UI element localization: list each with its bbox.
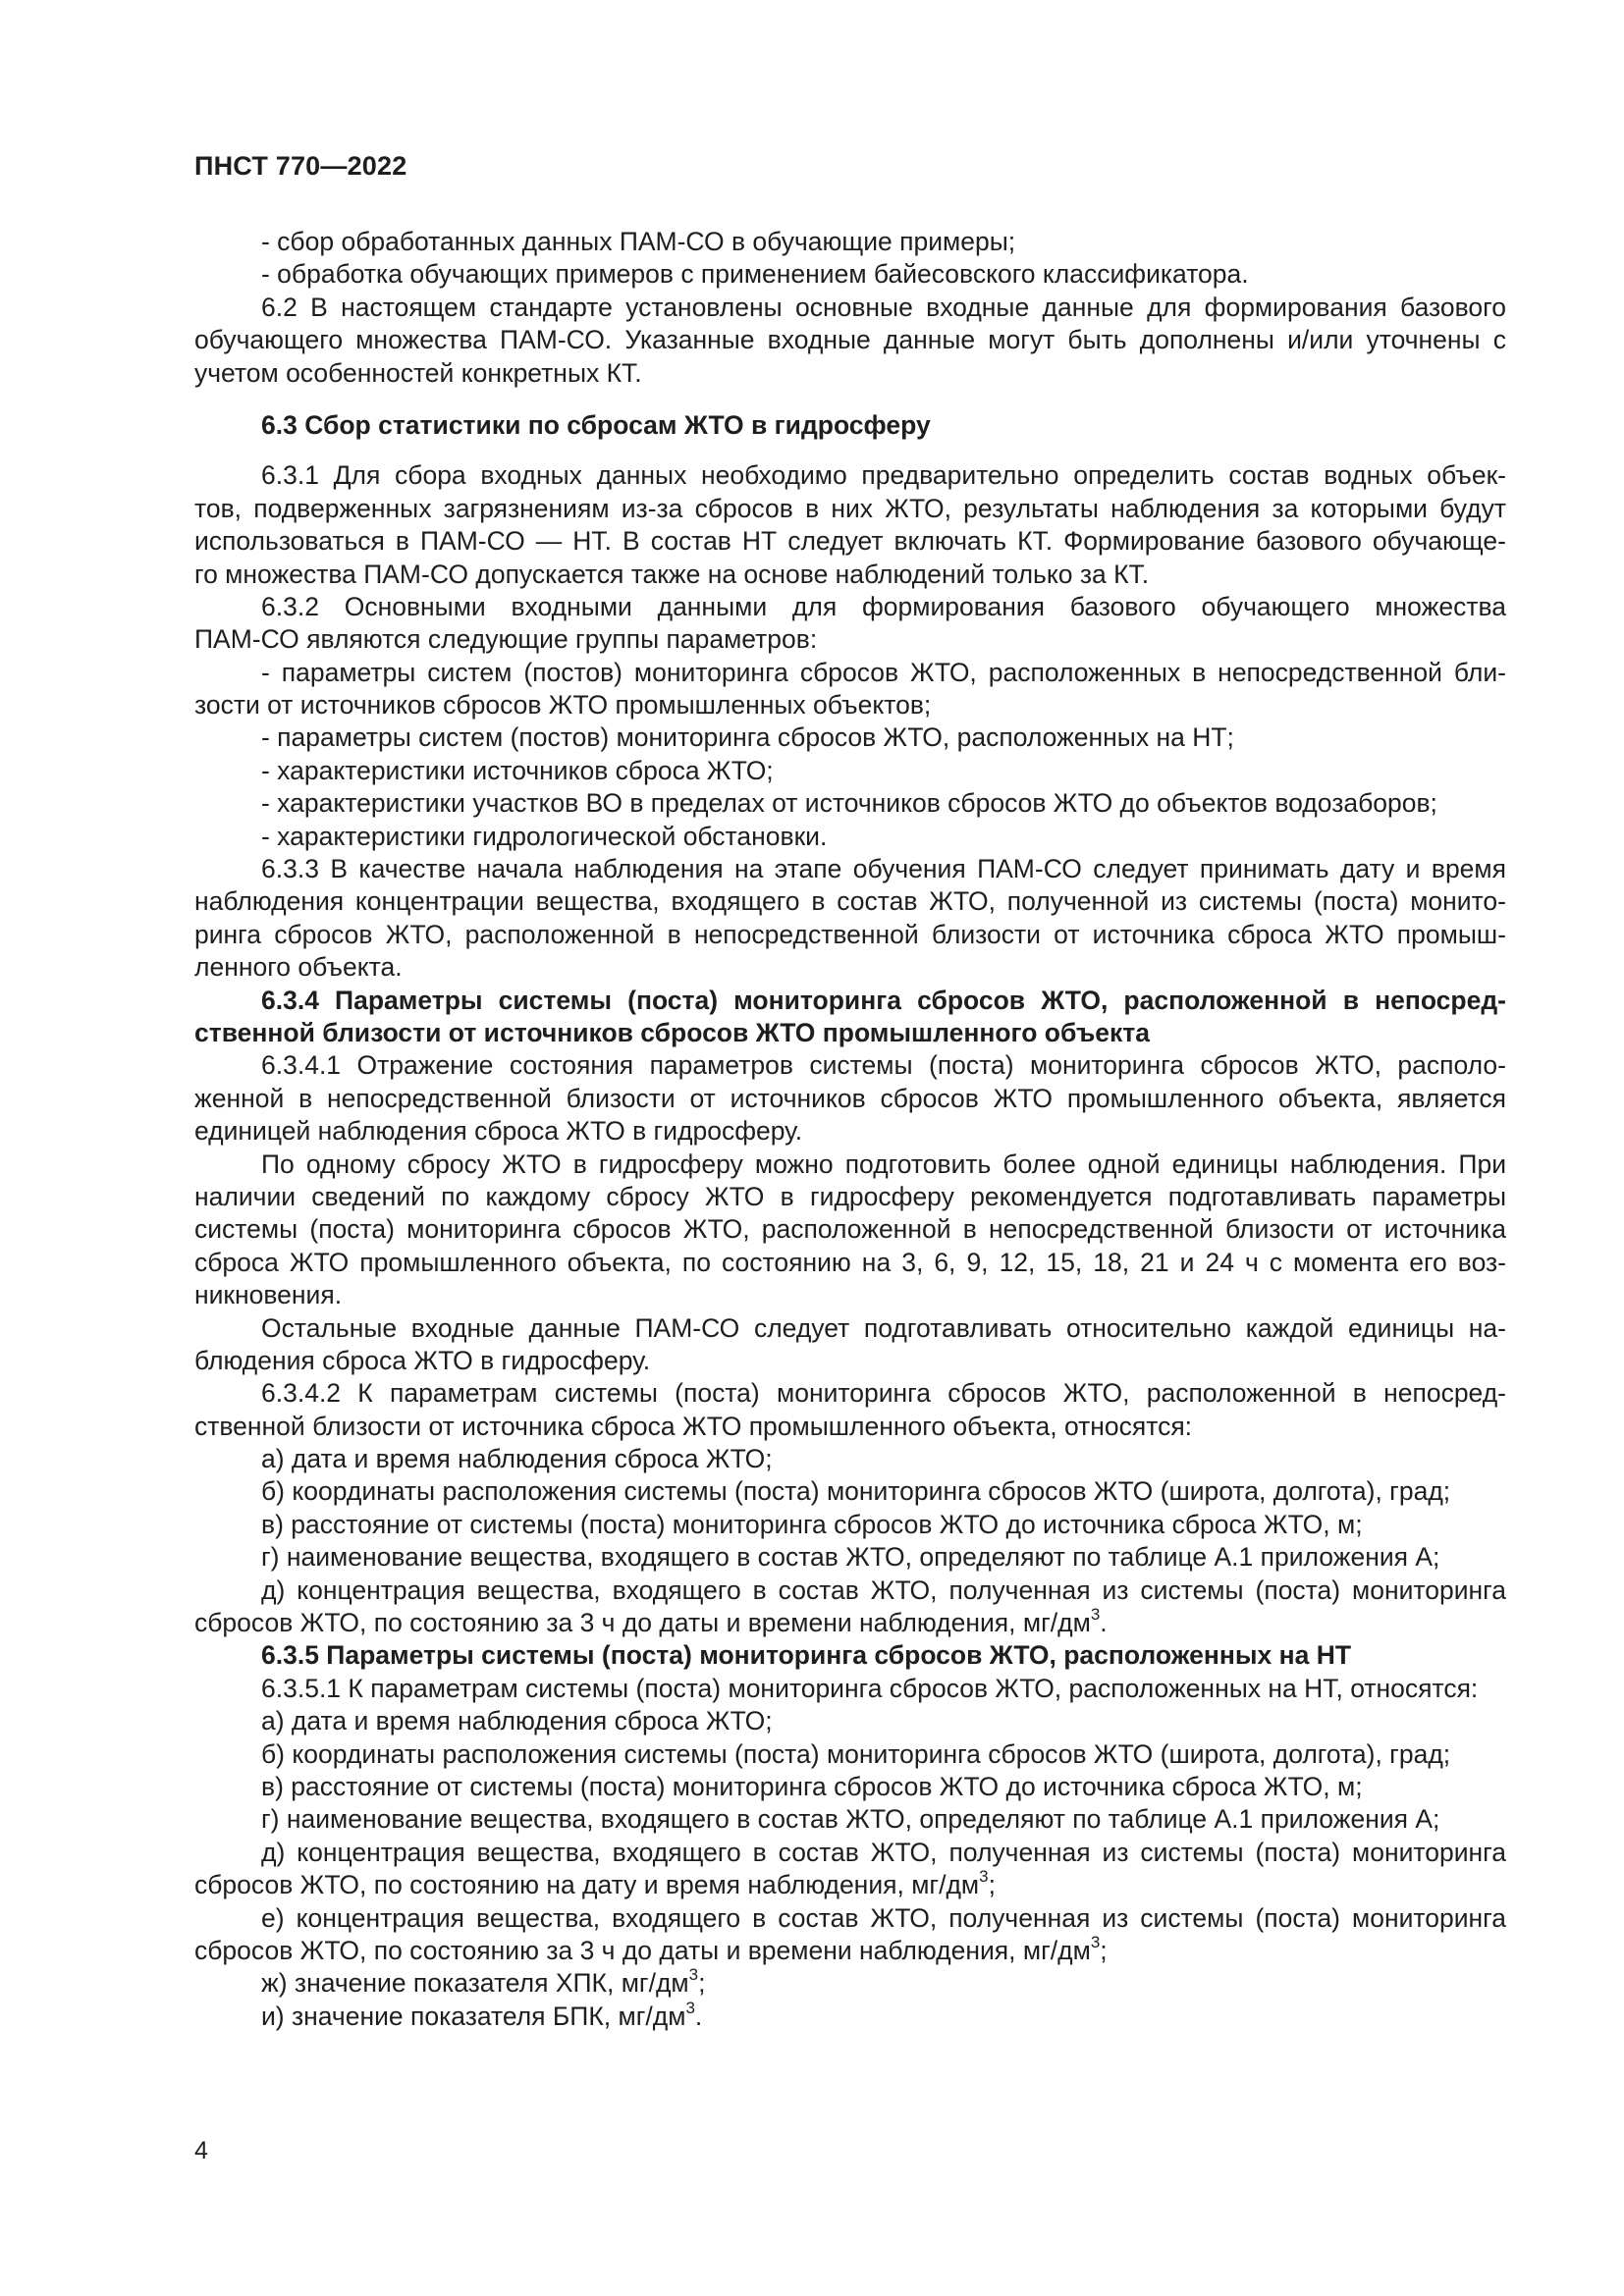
paragraph-line: 6.3.1 Для сбора входных данных необходимо предварительно определить состав водных объек- bbox=[261, 460, 1506, 491]
line-end: . bbox=[694, 2001, 703, 2031]
list-item: б) координаты расположения системы (поста) мониторинга сбросов ЖТО (широта, долгота), град; bbox=[261, 1738, 1451, 1769]
line-end: ; bbox=[1100, 1935, 1108, 1965]
list-item-continued bbox=[194, 1869, 1506, 1901]
list-item: д) концентрация вещества, входящего в состав ЖТО, полученная из системы (поста) мониторинга bbox=[261, 1575, 1506, 1605]
list-item: е) концентрация вещества, входящего в состав ЖТО, полученная из системы (поста) мониторинга bbox=[261, 1902, 1506, 1933]
paragraph-line: По одному сбросу ЖТО в гидросферу можно подготовить более одной единицы наблюдения. При bbox=[261, 1148, 1506, 1179]
paragraph-line: наличии сведений по каждому сбросу ЖТО в гидросферу рекомендуется подготавливать параметры bbox=[194, 1181, 1506, 1211]
paragraph-line: тов, подверженных загрязнениям из-за сбросов в них ЖТО, результаты наблюдения за которыми будут bbox=[194, 493, 1506, 523]
subsection-heading: 6.3.5 Параметры системы (поста) мониторинга сбросов ЖТО, расположенных на НТ bbox=[261, 1640, 1352, 1671]
paragraph-line: 6.2 В настоящем стандарте установлены основные входные данные для формирования базового bbox=[261, 292, 1506, 322]
paragraph-line: женной в непосредственной близости от источников сбросов ЖТО промышленного объекта, является bbox=[194, 1083, 1506, 1113]
document-header: ПНСТ 770—2022 bbox=[194, 151, 407, 181]
line-text: сбросов ЖТО, по состоянию на дату и время наблюдения, мг/дм bbox=[194, 1870, 980, 1900]
paragraph-line: Остальные входные данные ПАМ-СО следует подготавливать относительно каждой единицы на- bbox=[261, 1312, 1506, 1343]
list-item: зости от источников сбросов ЖТО промышленных объектов; bbox=[194, 690, 932, 721]
list-item: - характеристики участков ВО в пределах от источников сбросов ЖТО до объектов водозаборов; bbox=[261, 788, 1437, 819]
line-end: ; bbox=[988, 1870, 996, 1900]
list-item bbox=[194, 2001, 1506, 2033]
section-heading: 6.3 Сбор статистики по сбросам ЖТО в гидросферу bbox=[261, 409, 931, 440]
paragraph-line: ленного объекта. bbox=[194, 952, 403, 983]
paragraph-line: блюдения сброса ЖТО в гидросферу. bbox=[194, 1345, 651, 1375]
paragraph-line: 6.3.2 Основными входными данными для формирования базового обучающего множества bbox=[261, 591, 1506, 621]
list-item: - характеристики гидрологической обстановки. bbox=[261, 821, 828, 851]
page-number: 4 bbox=[194, 2137, 208, 2164]
list-item: - обработка обучающих примеров с применением байесовского классификатора. bbox=[261, 259, 1249, 290]
line-end: ; bbox=[698, 1968, 706, 1999]
paragraph-line: учетом особенностей конкретных КТ. bbox=[194, 357, 642, 388]
paragraph-line: наблюдения концентрации вещества, входящего в состав ЖТО, полученной из системы (поста) монито- bbox=[194, 886, 1506, 917]
list-item: б) координаты расположения системы (поста) мониторинга сбросов ЖТО (широта, долгота), град; bbox=[261, 1476, 1451, 1507]
list-item: - сбор обработанных данных ПАМ-СО в обучающие примеры; bbox=[261, 227, 1016, 256]
line-end: . bbox=[1100, 1608, 1108, 1638]
superscript: 3 bbox=[1090, 1607, 1101, 1625]
superscript: 3 bbox=[1090, 1934, 1101, 1952]
paragraph-line: использоваться в ПАМ-СО — НТ. В состав НТ следует включать КТ. Формирование базового обучающе- bbox=[194, 526, 1506, 557]
subsection-heading: ственной близости от источников сбросов ЖТО промышленного объекта bbox=[194, 1017, 1151, 1047]
list-item: г) наименование вещества, входящего в состав ЖТО, определяют по таблице А.1 приложения А; bbox=[261, 1542, 1440, 1573]
list-item: д) концентрация вещества, входящего в состав ЖТО, полученная из системы (поста) мониторинга bbox=[261, 1837, 1506, 1867]
paragraph-line: 6.3.3 В качестве начала наблюдения на этапе обучения ПАМ-СО следует принимать дату и время bbox=[261, 854, 1506, 884]
superscript: 3 bbox=[685, 2000, 695, 2017]
paragraph-line: обучающего множества ПАМ-СО. Указанные входные данные могут быть дополнены и/или уточнены с bbox=[194, 325, 1506, 355]
paragraph-line: го множества ПАМ-СО допускается также на основе наблюдений только за КТ. bbox=[194, 559, 1150, 589]
line-text: и) значение показателя БПК, мг/дм bbox=[261, 2001, 686, 2031]
superscript: 3 bbox=[979, 1869, 989, 1887]
paragraph-line: никновения. bbox=[194, 1280, 343, 1310]
paragraph-line: ственной близости от источника сброса ЖТО промышленного объекта, относятся: bbox=[194, 1411, 1193, 1441]
line-text: сбросов ЖТО, по состоянию за 3 ч до даты и времени наблюдения, мг/дм bbox=[194, 1935, 1091, 1965]
paragraph-line: ринга сбросов ЖТО, расположенной в непосредственной близости от источника сброса ЖТО промыш- bbox=[194, 919, 1506, 949]
list-item: а) дата и время наблюдения сброса ЖТО; bbox=[261, 1706, 773, 1736]
paragraph-line: сброса ЖТО промышленного объекта, по состоянию на 3, 6, 9, 12, 15, 18, 21 и 24 ч с момента его воз- bbox=[194, 1247, 1506, 1277]
list-item-continued bbox=[194, 1607, 1506, 1639]
list-item: г) наименование вещества, входящего в состав ЖТО, определяют по таблице А.1 приложения А; bbox=[261, 1804, 1440, 1835]
list-item: - параметры систем (постов) мониторинга сбросов ЖТО, расположенных на НТ; bbox=[261, 722, 1234, 753]
paragraph-line: 6.3.4.2 К параметрам системы (поста) мониторинга сбросов ЖТО, расположенной в непосред- bbox=[261, 1378, 1506, 1409]
list-item: в) расстояние от системы (поста) мониторинга сбросов ЖТО до источника сброса ЖТО, м; bbox=[261, 1509, 1363, 1539]
page-body bbox=[194, 226, 1506, 2033]
list-item bbox=[194, 1967, 1506, 2000]
line-text: сбросов ЖТО, по состоянию за 3 ч до даты и времени наблюдения, мг/дм bbox=[194, 1608, 1091, 1638]
paragraph-line: 6.3.5.1 К параметрам системы (поста) мониторинга сбросов ЖТО, расположенных на НТ, относятся: bbox=[261, 1673, 1479, 1703]
line-text: ж) значение показателя ХПК, мг/дм bbox=[261, 1968, 689, 1999]
paragraph-line: ПАМ-СО являются следующие группы параметров: bbox=[194, 624, 818, 655]
superscript: 3 bbox=[688, 1967, 699, 1985]
list-item-continued bbox=[194, 1935, 1506, 1967]
list-item: а) дата и время наблюдения сброса ЖТО; bbox=[261, 1444, 773, 1474]
list-item: в) расстояние от системы (поста) мониторинга сбросов ЖТО до источника сброса ЖТО, м; bbox=[261, 1771, 1363, 1801]
subsection-heading: 6.3.4 Параметры системы (поста) мониторинга сбросов ЖТО, расположенной в непосред- bbox=[261, 985, 1506, 1015]
list-item: - параметры систем (постов) мониторинга сбросов ЖТО, расположенных в непосредственной бли- bbox=[261, 657, 1506, 687]
paragraph-line: системы (поста) мониторинга сбросов ЖТО, расположенной в непосредственной близости от источника bbox=[194, 1214, 1506, 1245]
paragraph-line: 6.3.4.1 Отражение состояния параметров системы (поста) мониторинга сбросов ЖТО, располо- bbox=[261, 1050, 1506, 1081]
paragraph-line: единицей наблюдения сброса ЖТО в гидросферу. bbox=[194, 1116, 803, 1147]
list-item: - характеристики источников сброса ЖТО; bbox=[261, 755, 774, 785]
